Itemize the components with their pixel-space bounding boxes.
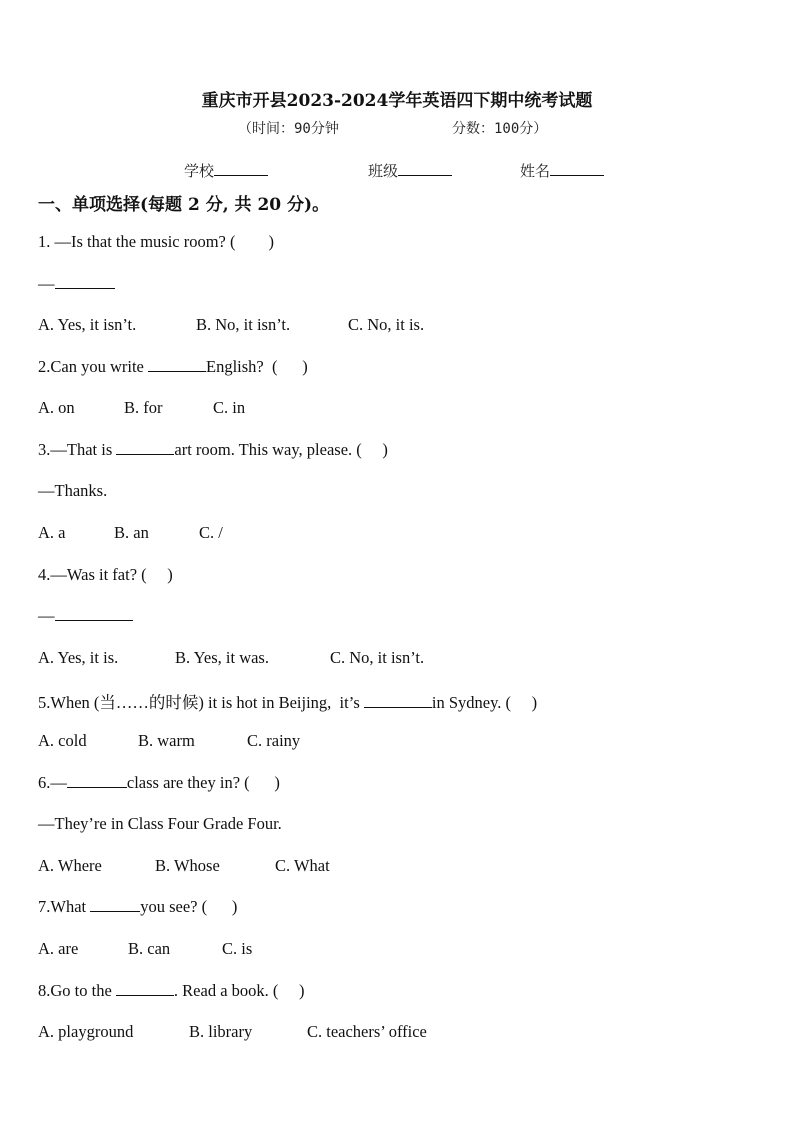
question-4-options bbox=[38, 648, 424, 668]
class-blank bbox=[398, 161, 452, 176]
option-c: C. / bbox=[199, 523, 223, 542]
question-text: 8.Go to the bbox=[38, 981, 116, 1000]
question-text: class are they in? ( ) bbox=[126, 773, 280, 792]
option-a: A. a bbox=[38, 523, 66, 542]
exam-time: （时间：90分钟 bbox=[238, 121, 339, 137]
question-6-reply: —They’re in Class Four Grade Four. bbox=[38, 814, 282, 833]
school-blank bbox=[214, 161, 268, 176]
answer-blank bbox=[364, 693, 432, 708]
option-b: B. can bbox=[128, 939, 171, 958]
question-3 bbox=[38, 440, 388, 460]
option-a: A. cold bbox=[38, 731, 87, 750]
question-text: art room. This way, please. ( ) bbox=[174, 440, 388, 459]
question-1: 1. —Is that the music room? ( ) bbox=[38, 232, 274, 251]
option-b: B. Yes, it was. bbox=[175, 648, 269, 667]
question-2-options bbox=[38, 398, 245, 418]
question-2 bbox=[38, 357, 308, 377]
question-1-answer-line bbox=[38, 274, 115, 294]
school-field bbox=[184, 160, 268, 181]
question-8-options bbox=[38, 1022, 427, 1042]
question-3-reply: —Thanks. bbox=[38, 481, 108, 500]
question-5-options bbox=[38, 731, 300, 751]
answer-blank bbox=[55, 274, 115, 289]
option-a: A. Yes, it is. bbox=[38, 648, 119, 667]
option-c: C. is bbox=[222, 939, 253, 958]
question-5 bbox=[38, 689, 537, 713]
question-8 bbox=[38, 981, 305, 1001]
question-1-options bbox=[38, 315, 424, 335]
question-7-options bbox=[38, 939, 252, 959]
question-text: 5.When (当……的时候) it is hot in Beijing, it’s bbox=[38, 693, 364, 712]
question-text: 6.— bbox=[38, 773, 67, 792]
class-label: 班级 bbox=[368, 162, 399, 180]
question-4-answer-line bbox=[38, 606, 133, 626]
question-text: 2.Can you write bbox=[38, 357, 148, 376]
question-text: you see? ( ) bbox=[140, 897, 238, 916]
question-4: 4.—Was it fat? ( ) bbox=[38, 565, 173, 584]
option-b: B. No, it isn’t. bbox=[196, 315, 291, 334]
answer-blank bbox=[67, 773, 127, 788]
answer-blank bbox=[116, 981, 174, 996]
question-3-options bbox=[38, 523, 223, 543]
school-label: 学校 bbox=[184, 162, 215, 180]
option-a: A. playground bbox=[38, 1022, 134, 1041]
question-6 bbox=[38, 773, 280, 793]
question-text: 3.—That is bbox=[38, 440, 117, 459]
exam-score: 分数：100分） bbox=[452, 121, 548, 137]
class-field bbox=[368, 160, 452, 181]
question-6-options bbox=[38, 856, 330, 876]
option-b: B. warm bbox=[138, 731, 195, 750]
option-b: B. an bbox=[114, 523, 149, 542]
option-a: A. on bbox=[38, 398, 75, 417]
option-c: C. No, it isn’t. bbox=[330, 648, 425, 667]
option-c: C. What bbox=[275, 856, 330, 875]
option-c: C. rainy bbox=[247, 731, 301, 750]
option-b: B. library bbox=[189, 1022, 253, 1041]
name-blank bbox=[550, 161, 604, 176]
question-text: in Sydney. ( ) bbox=[431, 693, 538, 712]
question-text: . Read a book. ( ) bbox=[173, 981, 305, 1000]
answer-blank bbox=[90, 897, 140, 912]
answer-blank bbox=[148, 357, 206, 372]
option-b: B. for bbox=[124, 398, 163, 417]
name-field bbox=[520, 160, 604, 181]
answer-blank bbox=[55, 606, 133, 621]
option-c: C. teachers’ office bbox=[307, 1022, 427, 1041]
answer-blank bbox=[116, 440, 174, 455]
dash: — bbox=[38, 606, 55, 625]
question-text: English? ( ) bbox=[205, 357, 308, 376]
option-c: C. No, it is. bbox=[348, 315, 425, 334]
option-a: A. are bbox=[38, 939, 79, 958]
option-a: A. Where bbox=[38, 856, 102, 875]
question-7 bbox=[38, 897, 237, 917]
option-a: A. Yes, it isn’t. bbox=[38, 315, 137, 334]
dash: — bbox=[38, 274, 55, 293]
option-c: C. in bbox=[213, 398, 246, 417]
option-b: B. Whose bbox=[155, 856, 220, 875]
page-title: 重庆市开县2023-2024学年英语四下期中统考试题 bbox=[201, 91, 593, 111]
name-label: 姓名 bbox=[520, 162, 551, 180]
question-text: 7.What bbox=[38, 897, 91, 916]
section-title: 一、单项选择(每题 2 分, 共 20 分)。 bbox=[38, 195, 330, 215]
